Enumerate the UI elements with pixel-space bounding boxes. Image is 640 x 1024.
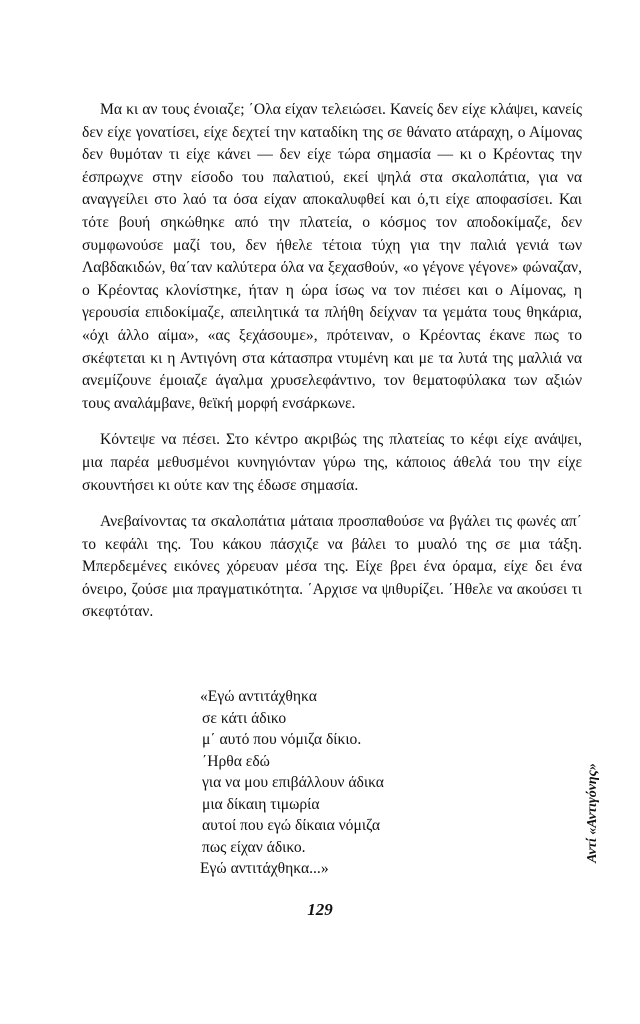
paragraph-spacer [82,415,582,429]
paragraph-3: Ανεβαίνοντας τα σκαλοπάτια μάταια προσπαθούσε να βγάλει τις φωνές απ΄ το κεφάλι της. Του κάκου πάσχιζε να βάλει το μυαλό της σε μια τάξη. Μπερδεμένες εικόνες χόρευαν μέσα της. Είχε βρει ένα όραμα, είχε δει ένα όνειρο, ζούσε μια πραγματικότητα. ΄Αρχισε να ψιθυρίζει. ΄Ηθελε να ακούσει τι σκεφτόταν. [82,513,582,621]
poem-line: για να μου επιβάλλουν άδικα [202,774,384,791]
paragraph-1: Μα κι αν τους ένοιαζε; ΄Ολα είχαν τελειώσει. Κανείς δεν είχε κλάψει, κανείς δεν είχε γονατίσει, είχε δεχτεί την καταδίκη της σε θάνατο ατάραχη, ο Αίμονας δεν θυμόταν τι είχε κάνει — δεν είχε τώρα σημασία — κι ο Κρέοντας την έσπρωχνε στην είσοδο του παλατιού, εκεί ψηλά στα σκαλοπάτια, για να αναγγείλει στο λαό τα όσα είχαν αποκαλυφθεί και ό,τι είχε αποφασίσει. Και τότε βουή σηκώθηκε από την πλατεία, ο κόσμος τον αποδοκίμαζε, δεν συμφωνούσε μαζί του, δεν ήθελε τέτοια τύχη για την παλιά γενιά των Λαβδακιδών, θα΄ταν καλύτερα όλα να ξεχασθούν, «ο γέγονε γέγονε» φώναζαν, ο Κρέοντας κλονίστηκε, ήταν η ώρα ίσως να τον πιέσει και ο Αίμονας, η γερουσία επιδοκίμαζε, απειλητικά τα πλήθη δείχναν τα γεμάτα τους θηκάρια, «όχι άλλο αίμα», «ας ξεχάσουμε», πρότειναν, ο Κρέοντας έκανε πως το σκέφτεται κι η Αντιγόνη στα κάτασπρα ντυμένη και με τα λυτά της μαλλιά να ανεμίζουνε έμοιαζε άγαλμα χρυσελεφάντινο, τον θεματοφύλακα των αξιών τους αναλάμβανε, θεϊκή μορφή ενσάρκωνε. [82,101,582,412]
poem-line: σε κάτι άδικο [202,709,287,727]
poem-line: ΄Ηρθα εδώ [202,752,270,770]
poem-line: μ΄ αυτό που νόμιζα δίκιο. [202,731,362,748]
page-number: 129 [307,900,333,919]
poem-line: Εγώ αντιτάχθηκα...» [200,860,329,877]
poem-line: μια δίκαιη τιμωρία [202,795,320,813]
running-head [575,738,611,888]
paragraph-spacer [82,497,582,511]
body-text [82,99,582,624]
running-head-text: Αντί «Αντιγόνης» [585,763,601,863]
poem-block [202,686,462,880]
poem-line: πως είχαν άδικο. [202,838,306,856]
poem-line: αυτοί που εγώ δίκαια νόμιζα [202,817,381,834]
paragraph-2: Κόντεψε να πέσει. Στο κέντρο ακριβώς της πλατείας το κέφι είχε ανάψει, μια παρέα μεθυσμένοι κυνηγιόνταν γύρω της, κάποιος άθελά του την είχε σκουντήσει κι ούτε καν της έδωσε σημασία. [82,431,582,494]
poem-line: «Εγώ αντιτάχθηκα [200,688,317,705]
